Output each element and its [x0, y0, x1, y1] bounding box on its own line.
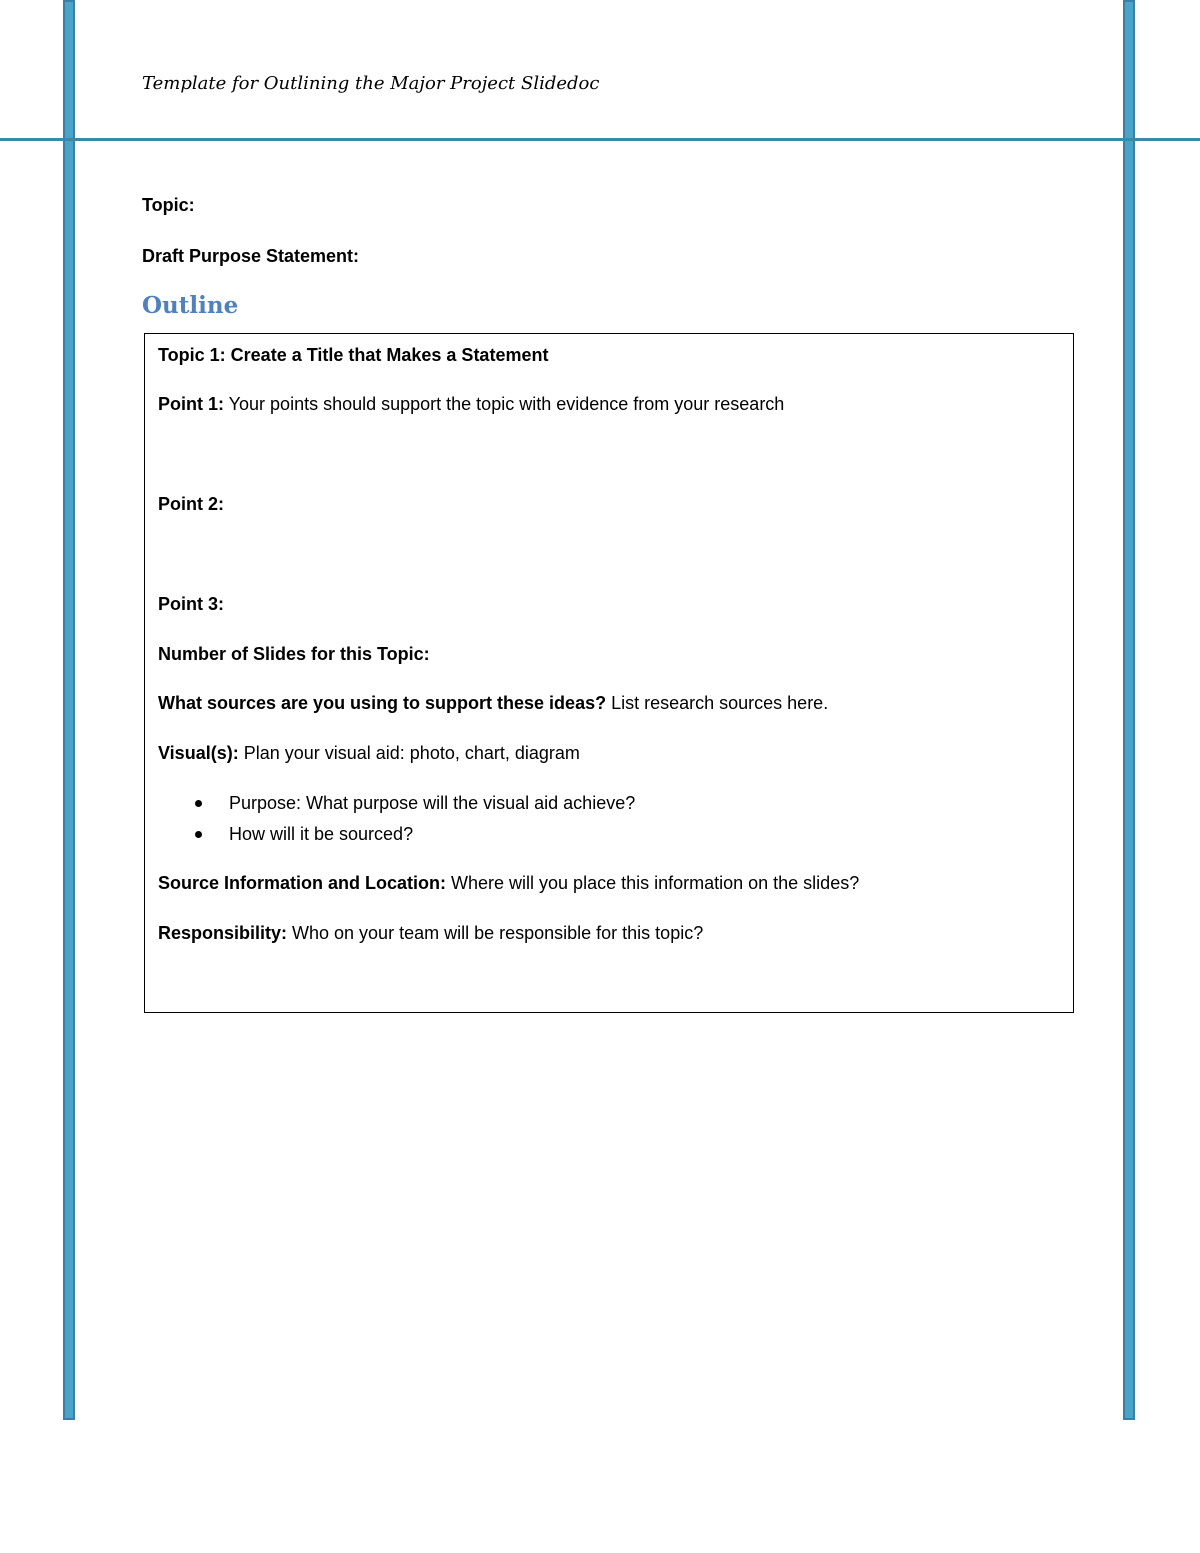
source-info-text: Where will you place this information on the slides?: [446, 873, 860, 893]
bullet-dot: [195, 831, 202, 838]
bullet-item-sourced: How will it be sourced?: [229, 824, 414, 844]
visuals-row: [158, 743, 580, 764]
point2-row: [158, 494, 224, 515]
point1-label: Point 1:: [158, 394, 224, 414]
responsibility-row: [158, 923, 703, 944]
topic-title-row: [158, 345, 548, 366]
point3-row: [158, 594, 224, 615]
source-info-row: [158, 873, 859, 894]
sources-label: What sources are you using to support these ideas?: [158, 693, 607, 713]
responsibility-label: Responsibility:: [158, 923, 288, 943]
right-border-bar: [1123, 0, 1135, 1420]
point1-text: Your points should support the topic with evidence from your research: [224, 394, 785, 414]
slides-count-label: Number of Slides for this Topic:: [158, 644, 430, 664]
header-rule: [0, 138, 1200, 141]
outline-box: [144, 333, 1074, 1013]
sources-text: List research sources here.: [606, 693, 829, 713]
visuals-text: Plan your visual aid: photo, chart, diagram: [238, 743, 580, 763]
slides-count-row: [158, 644, 430, 665]
sources-row: [158, 693, 828, 714]
outline-heading: Outline: [142, 292, 239, 319]
topic-title: Topic 1: Create a Title that Makes a Statement: [158, 345, 549, 365]
point3-label: Point 3:: [158, 594, 224, 614]
left-border-bar: [63, 0, 75, 1420]
source-info-label: Source Information and Location:: [158, 873, 447, 893]
visuals-label: Visual(s):: [158, 743, 239, 763]
point1-row: [158, 394, 784, 415]
topic-field-label: Topic:: [142, 195, 195, 215]
responsibility-text: Who on your team will be responsible for this topic?: [287, 923, 704, 943]
bullet-item-purpose: Purpose: What purpose will the visual aid achieve?: [229, 793, 636, 813]
bullet-dot: [195, 800, 202, 807]
document-header: Template for Outlining the Major Project Slidedoc: [142, 73, 600, 94]
point2-label: Point 2:: [158, 494, 224, 514]
purpose-field-label: Draft Purpose Statement:: [142, 246, 360, 266]
